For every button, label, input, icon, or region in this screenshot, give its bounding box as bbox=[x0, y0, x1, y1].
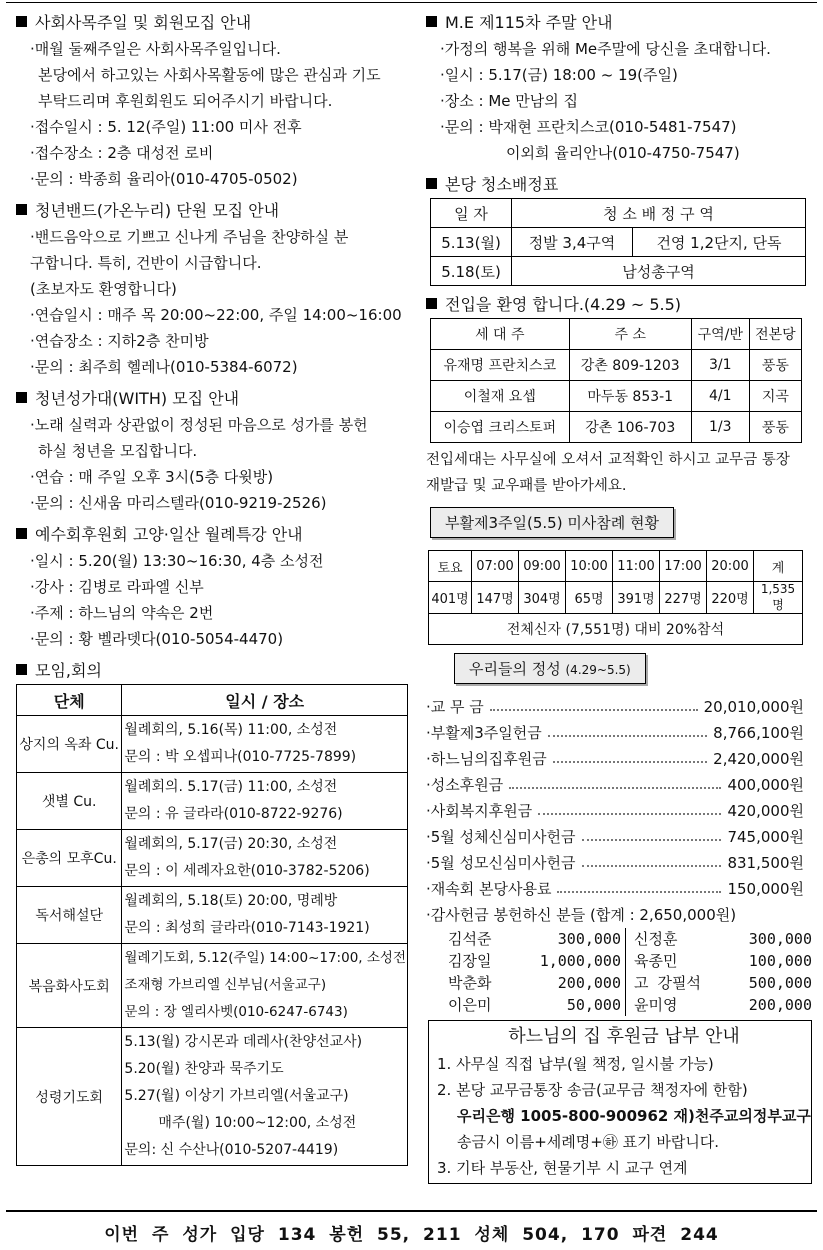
me-line: 이외희 율리안나(010-4750-7547) bbox=[506, 144, 740, 162]
meeting-line: 문의 : 최성희 글라라(010-7143-1921) bbox=[124, 920, 370, 936]
movein-note: 재발급 및 교우패를 받아가세요. bbox=[426, 478, 627, 494]
header-cell: 일시 / 장소 bbox=[122, 685, 408, 716]
movein-note: 전입세대는 사무실에 오셔서 교적확인 하시고 교무금 통장 bbox=[426, 452, 790, 468]
offering-item: ·5월 성모신심미사헌금 831,500원 bbox=[426, 854, 804, 872]
header-cell: 계 bbox=[754, 551, 803, 582]
donor-name: 김석준 bbox=[448, 930, 492, 948]
header-cell: 세 대 주 bbox=[431, 319, 570, 350]
table-cell: 풍동 bbox=[749, 350, 801, 381]
donor-name: 윤미영 bbox=[634, 996, 678, 1014]
square-bullet-icon bbox=[16, 528, 27, 539]
choir-line: 하실 청년을 모집합니다. bbox=[38, 442, 198, 460]
table-cell: 강촌 809-1203 bbox=[569, 350, 691, 381]
table-row bbox=[429, 614, 803, 645]
section-heading: 모임,회의 bbox=[16, 658, 408, 684]
header-cell: 07:00 bbox=[472, 551, 519, 582]
donor-name: 육종민 bbox=[634, 952, 678, 970]
meeting-line: 문의 : 장 엘리사벳(010-6247-6743) bbox=[124, 1004, 348, 1020]
donor-amount: 100,000 bbox=[748, 952, 812, 970]
table-cell: 건영 1,2단지, 단독 bbox=[632, 228, 805, 257]
table-cell: 304명 bbox=[519, 582, 566, 614]
donor-amount: 200,000 bbox=[748, 996, 812, 1014]
square-bullet-icon bbox=[426, 298, 437, 309]
header-cell: 09:00 bbox=[519, 551, 566, 582]
group-name: 성령기도회 bbox=[17, 1028, 122, 1166]
meeting-line: 월례회의, 5.17(금) 20:30, 소성전 bbox=[124, 836, 338, 852]
social-section bbox=[16, 10, 408, 192]
header-cell: 11:00 bbox=[613, 551, 660, 582]
social-line: 본당에서 하고있는 사회사목활동에 많은 관심과 기도 bbox=[38, 66, 381, 84]
square-bullet-icon bbox=[16, 16, 27, 27]
header-cell: 구역/반 bbox=[691, 319, 749, 350]
table-cell: 풍동 bbox=[749, 412, 801, 443]
offering-item: ·5월 성체신심미사헌금 745,000원 bbox=[426, 828, 804, 846]
table-cell: 65명 bbox=[566, 582, 613, 614]
square-bullet-icon bbox=[16, 664, 27, 675]
offering-item: ·성소후원금 400,000원 bbox=[426, 776, 804, 794]
table-row bbox=[431, 381, 802, 412]
table-cell: 220명 bbox=[707, 582, 754, 614]
house-notice-title: 하느님의 집 후원금 납부 안내 bbox=[508, 1026, 740, 1047]
table-header-row bbox=[429, 551, 803, 582]
meeting-line: 월례기도회, 5.12(주일) 14:00~17:00, 소성전 bbox=[124, 950, 406, 966]
lecture-line: ·강사 : 김병로 라파엘 신부 bbox=[30, 578, 204, 596]
section-heading: 전입을 환영 합니다.(4.29 ~ 5.5) bbox=[426, 292, 808, 318]
header-cell: 주 소 bbox=[569, 319, 691, 350]
meeting-line: 문의: 신 수산나(010-5207-4419) bbox=[124, 1142, 339, 1158]
offering-item: ·하느님의집후원금 2,420,000원 bbox=[426, 750, 804, 768]
meeting-line: 5.13(월) 강시몬과 데레사(찬양선교사) bbox=[124, 1034, 363, 1050]
donor-amount: 300,000 bbox=[748, 930, 812, 948]
table-row bbox=[431, 228, 806, 257]
header-cell: 17:00 bbox=[660, 551, 707, 582]
table-header-row bbox=[431, 199, 806, 228]
donor-name: 박춘화 bbox=[448, 974, 492, 992]
offering-item: ·재속회 본당사용료 150,000원 bbox=[426, 880, 804, 898]
top-rule bbox=[6, 2, 817, 3]
table-cell: 마두동 853-1 bbox=[569, 381, 691, 412]
section-heading: 청년밴드(가온누리) 단원 모집 안내 bbox=[16, 198, 408, 224]
meeting-line: 매주(월) 10:00~12:00, 소성전 bbox=[158, 1115, 357, 1131]
movein-section bbox=[426, 292, 808, 499]
offering-item: ·부활제3주일헌금 8,766,100원 bbox=[426, 724, 804, 742]
lecture-line: ·주제 : 하느님의 약속은 2번 bbox=[30, 604, 214, 622]
choir-line: ·연습 : 매 주일 오후 3시(5층 다윗방) bbox=[30, 468, 274, 486]
donor-amount: 500,000 bbox=[748, 974, 812, 992]
group-name: 상지의 옥좌 Cu. bbox=[17, 716, 122, 773]
table-cell: 남성총구역 bbox=[512, 257, 806, 286]
left-column bbox=[16, 10, 408, 1166]
table-row bbox=[17, 887, 408, 944]
table-cell: 이승엽 크리스토퍼 bbox=[431, 412, 570, 443]
header-cell: 전본당 bbox=[749, 319, 801, 350]
header-cell: 청 소 배 정 구 역 bbox=[512, 199, 806, 228]
group-name: 복음화사도회 bbox=[17, 944, 122, 1028]
house-notice-box bbox=[428, 1020, 812, 1184]
footer-rule bbox=[6, 1210, 817, 1212]
table-cell: 227명 bbox=[660, 582, 707, 614]
table-cell: 지곡 bbox=[749, 381, 801, 412]
header-cell: 20:00 bbox=[707, 551, 754, 582]
cleaning-section bbox=[426, 172, 808, 286]
right-column bbox=[426, 10, 812, 1184]
me-section bbox=[426, 10, 808, 166]
band-section bbox=[16, 198, 408, 380]
table-row bbox=[17, 830, 408, 887]
section-heading: 청년성가대(WITH) 모집 안내 bbox=[16, 386, 408, 412]
table-cell: 5.13(월) bbox=[431, 228, 512, 257]
section-heading: M.E 제115차 주말 안내 bbox=[426, 10, 808, 36]
social-line: ·접수장소 : 2층 대성전 로비 bbox=[30, 144, 214, 162]
social-line: ·매월 둘째주일은 사회사목주일입니다. bbox=[30, 40, 281, 58]
me-line: ·문의 : 박재현 프란치스코(010-5481-7547) bbox=[440, 118, 737, 136]
lecture-section bbox=[16, 522, 408, 652]
band-line: 구합니다. 특히, 건반이 시급합니다. bbox=[30, 254, 262, 272]
meeting-line: 조재형 가브리엘 신부님(서울교구) bbox=[124, 977, 327, 993]
social-line: ·문의 : 박종희 율리아(010-4705-0502) bbox=[30, 170, 298, 188]
donor-name: 고 강필석 bbox=[634, 974, 701, 992]
remit-note: 송금시 이름+세례명+㉻ 표기 바랍니다. bbox=[457, 1133, 720, 1151]
band-line: (초보자도 환영합니다) bbox=[30, 280, 177, 298]
donor-name: 김장일 bbox=[448, 952, 492, 970]
band-line: ·연습장소 : 지하2층 찬미방 bbox=[30, 332, 209, 350]
cleaning-table bbox=[430, 198, 806, 286]
square-bullet-icon bbox=[16, 392, 27, 403]
header-cell: 일 자 bbox=[431, 199, 512, 228]
offering-section bbox=[426, 653, 812, 1184]
offering-item: ·교 무 금 20,010,000원 bbox=[426, 698, 804, 716]
table-row bbox=[17, 944, 408, 1028]
meeting-line: 월례회의. 5.17(금) 11:00, 소성전 bbox=[124, 779, 338, 795]
table-cell: 1,535명 bbox=[754, 582, 803, 614]
me-line: ·가정의 행복을 위해 Me주말에 당신을 초대합니다. bbox=[440, 40, 771, 58]
square-bullet-icon bbox=[426, 178, 437, 189]
meeting-line: 문의 : 박 오셉피나(010-7725-7899) bbox=[124, 749, 357, 765]
meeting-line: 문의 : 유 글라라(010-8722-9276) bbox=[124, 806, 343, 822]
me-line: ·장소 : Me 만남의 집 bbox=[440, 92, 579, 110]
square-bullet-icon bbox=[426, 16, 437, 27]
donor-list bbox=[448, 928, 812, 1016]
band-line: ·문의 : 최주희 헬레나(010-5384-6072) bbox=[30, 358, 298, 376]
social-line: 부탁드리며 후원회원도 되어주시기 바랍니다. bbox=[38, 92, 333, 110]
thanks-title: ·감사헌금 봉헌하신 분들 (합계 : 2,650,000원) bbox=[426, 906, 737, 924]
header-cell: 단체 bbox=[17, 685, 122, 716]
movein-table bbox=[430, 318, 802, 443]
meetings-section bbox=[16, 658, 408, 1166]
table-cell: 1/3 bbox=[691, 412, 749, 443]
offering-item: ·사회복지후원금 420,000원 bbox=[426, 802, 804, 820]
table-cell: 401명 bbox=[429, 582, 472, 614]
table-row bbox=[17, 1028, 408, 1166]
meeting-line: 5.27(월) 이상기 가브리엘(서울교구) bbox=[124, 1088, 349, 1104]
table-row bbox=[431, 350, 802, 381]
me-line: ·일시 : 5.17(금) 18:00 ~ 19(주일) bbox=[440, 66, 678, 84]
meetings-table bbox=[16, 684, 408, 1166]
section-heading: 본당 청소배정표 bbox=[426, 172, 808, 198]
table-cell: 강촌 106-703 bbox=[569, 412, 691, 443]
table-header-row bbox=[431, 319, 802, 350]
band-line: ·밴드음악으로 기쁘고 신나게 주님을 찬양하실 분 bbox=[30, 228, 349, 246]
table-cell: 정발 3,4구역 bbox=[512, 228, 633, 257]
group-name: 독서해설단 bbox=[17, 887, 122, 944]
table-cell: 147명 bbox=[472, 582, 519, 614]
table-row bbox=[17, 716, 408, 773]
meeting-line: 월례회의, 5.18(토) 20:00, 명례방 bbox=[124, 893, 338, 909]
bank-account: 우리은행 1005-800-900962 재)천주교의정부교구 bbox=[457, 1107, 811, 1125]
band-line: ·연습일시 : 매주 목 20:00~22:00, 주일 14:00~16:00 bbox=[30, 306, 402, 324]
donor-amount: 1,000,000 bbox=[524, 950, 626, 972]
meeting-line: 문의 : 이 세례자요한(010-3782-5206) bbox=[124, 863, 370, 879]
offering-title: 우리들의 정성 (4.29~5.5) bbox=[454, 653, 646, 684]
table-header-row bbox=[17, 685, 408, 716]
table-cell: 4/1 bbox=[691, 381, 749, 412]
donor-name: 신정훈 bbox=[634, 930, 678, 948]
group-name: 샛별 Cu. bbox=[17, 773, 122, 830]
donor-name: 이은미 bbox=[448, 996, 492, 1014]
choir-line: ·문의 : 신새움 마리스텔라(010-9219-2526) bbox=[30, 494, 327, 512]
social-line: ·접수일시 : 5. 12(주일) 11:00 미사 전후 bbox=[30, 118, 302, 136]
square-bullet-icon bbox=[16, 204, 27, 215]
meeting-line: 5.20(월) 찬양과 묵주기도 bbox=[124, 1061, 284, 1077]
donor-amount: 200,000 bbox=[524, 972, 626, 994]
mass-title: 부활제3주일(5.5) 미사참례 현황 bbox=[430, 507, 674, 538]
lecture-line: ·문의 : 황 벨라뎃다(010-5054-4470) bbox=[30, 630, 284, 648]
mass-table bbox=[428, 550, 803, 645]
house-notice-line: 1. 사무실 직접 납부(월 책정, 일시불 가능) bbox=[437, 1055, 714, 1073]
hymn-footer: 이번 주 성가 입당 134 봉헌 55, 211 성체 504, 170 파견 244 bbox=[104, 1225, 719, 1245]
donor-amount: 300,000 bbox=[524, 928, 626, 950]
table-row bbox=[429, 582, 803, 614]
meeting-line: 월례회의, 5.16(목) 11:00, 소성전 bbox=[124, 722, 338, 738]
section-heading: 사회사목주일 및 회원모집 안내 bbox=[16, 10, 408, 36]
lecture-line: ·일시 : 5.20(월) 13:30~16:30, 4층 소성전 bbox=[30, 552, 324, 570]
table-cell: 5.18(토) bbox=[431, 257, 512, 286]
donor-amount: 50,000 bbox=[524, 994, 626, 1016]
table-cell: 이철재 요셉 bbox=[431, 381, 570, 412]
choir-section bbox=[16, 386, 408, 516]
mass-section bbox=[426, 507, 808, 645]
table-row bbox=[17, 773, 408, 830]
group-name: 은총의 모후Cu. bbox=[17, 830, 122, 887]
section-heading: 예수회후원회 고양·일산 월례특강 안내 bbox=[16, 522, 408, 548]
table-row bbox=[431, 257, 806, 286]
mass-summary: 전체신자 (7,551명) 대비 20%참석 bbox=[429, 614, 803, 645]
table-cell: 391명 bbox=[613, 582, 660, 614]
table-cell: 유재명 프란치스코 bbox=[431, 350, 570, 381]
house-notice-line: 3. 기타 부동산, 현물기부 시 교구 연계 bbox=[437, 1159, 688, 1177]
table-row bbox=[431, 412, 802, 443]
header-cell: 토요 bbox=[429, 551, 472, 582]
choir-line: ·노래 실력과 상관없이 정성된 마음으로 성가를 봉헌 bbox=[30, 416, 368, 434]
house-notice-line: 2. 본당 교무금통장 송금(교무금 책정자에 한함) bbox=[437, 1081, 748, 1099]
header-cell: 10:00 bbox=[566, 551, 613, 582]
table-cell: 3/1 bbox=[691, 350, 749, 381]
